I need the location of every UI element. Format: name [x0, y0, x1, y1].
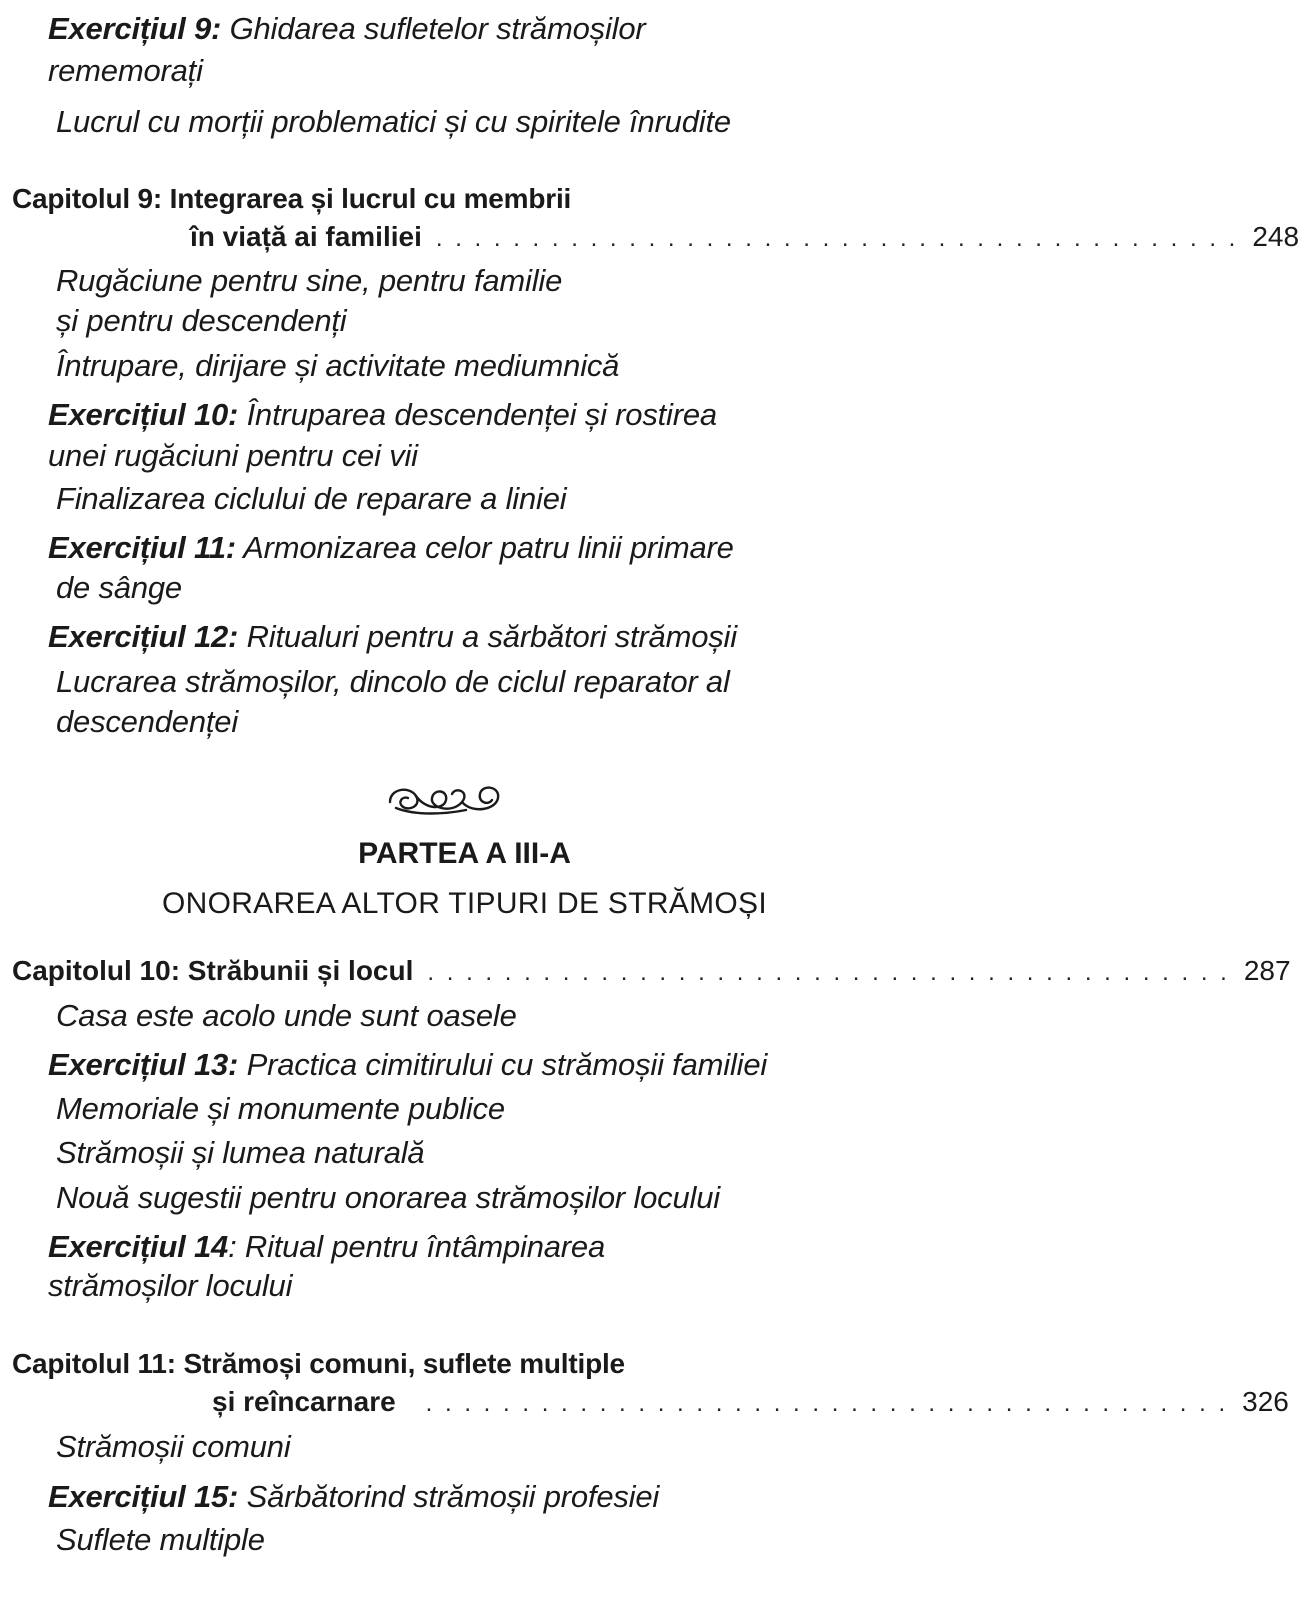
toc-exercise-11	[48, 530, 734, 566]
exercise-label: Exercițiul 13:	[48, 1047, 239, 1082]
toc-chapter-9-title: Capitolul 9: Integrarea și lucrul cu membrii	[12, 183, 572, 214]
toc-exercise-12	[48, 619, 737, 655]
chapter-title: Capitolul 10: Străbunii și locul	[12, 955, 414, 986]
toc-exercise-13	[48, 1047, 767, 1083]
exercise-label: Exercițiul 12:	[48, 619, 239, 654]
exercise-title: : Ritual pentru întâmpinarea	[228, 1229, 606, 1264]
toc-section-memorials: Memoriale și monumente publice	[56, 1091, 505, 1126]
toc-exercise-9	[48, 11, 645, 47]
leader-dots: . . . . . . . . . . . . . . . . . . . . . . . . . . . . . . . . . . . . . . . . . .	[427, 959, 1230, 986]
toc-exercise-14-cont: strămoșilor locului	[48, 1268, 293, 1303]
page-number: 287	[1243, 955, 1291, 986]
exercise-title: Ritualuri pentru a sărbători strămoșii	[246, 619, 737, 654]
exercise-label: Exercițiul 15:	[48, 1479, 239, 1514]
toc-chapter-10-row	[12, 955, 1291, 987]
exercise-title: Armonizarea celor patru linii primare	[243, 530, 734, 565]
leader-dots: . . . . . . . . . . . . . . . . . . . . . . . . . . . . . . . . . . . . . . . . . .	[425, 1390, 1229, 1417]
page-number: 326	[1242, 1386, 1289, 1417]
page-number: 248	[1252, 221, 1299, 252]
exercise-label: Exercițiul 10:	[48, 397, 239, 432]
exercise-label: Exercițiul 9:	[48, 11, 222, 46]
exercise-title: Întruparea descendenței și rostirea	[246, 397, 717, 432]
part-heading: PARTEA A III-A	[358, 837, 571, 870]
flourish-ornament-icon	[386, 780, 504, 820]
toc-section-natural: Strămoșii și lumea naturală	[56, 1135, 425, 1170]
toc-exercise-9-cont: rememorați	[48, 53, 203, 88]
toc-section-embodiment: Întrupare, dirijare și activitate mediumnică	[56, 348, 620, 383]
toc-exercise-10-cont: unei rugăciuni pentru cei vii	[48, 438, 418, 473]
toc-exercise-11-cont: de sânge	[56, 570, 182, 605]
toc-section-home: Casa este acolo unde sunt oasele	[56, 998, 517, 1033]
toc-chapter-9-row	[190, 221, 1299, 253]
chapter-title-cont: și reîncarnare	[212, 1386, 396, 1417]
toc-section-prayer-cont: și pentru descendenți	[56, 303, 347, 338]
exercise-title: Sărbătorind strămoșii profesiei	[246, 1479, 660, 1514]
toc-exercise-14	[48, 1229, 605, 1265]
exercise-title: Practica cimitirului cu strămoșii familiei	[246, 1047, 768, 1082]
toc-exercise-15	[48, 1479, 659, 1515]
toc-section-beyond-cont: descendenței	[56, 704, 239, 739]
toc-section-prayer: Rugăciune pentru sine, pentru familie	[56, 263, 563, 298]
toc-section-common: Strămoșii comuni	[56, 1429, 291, 1464]
toc-chapter-11-title: Capitolul 11: Strămoși comuni, suflete multiple	[12, 1348, 625, 1379]
chapter-title-cont: în viață ai familiei	[190, 221, 422, 252]
toc-section-multiple: Suflete multiple	[56, 1522, 265, 1557]
exercise-label: Exercițiul 11:	[48, 530, 236, 565]
toc-chapter-11-row	[212, 1386, 1289, 1418]
toc-section-finalize: Finalizarea ciclului de reparare a liniei	[56, 481, 567, 516]
exercise-title: Ghidarea sufletelor strămoșilor	[229, 11, 646, 46]
exercise-label: Exercițiul 14	[48, 1229, 229, 1264]
leader-dots: . . . . . . . . . . . . . . . . . . . . . . . . . . . . . . . . . . . . . . . . . .	[435, 225, 1239, 252]
toc-exercise-10	[48, 397, 717, 433]
toc-section-problematic: Lucrul cu morții problematici și cu spiritele înrudite	[56, 104, 731, 139]
part-subtitle: ONORAREA ALTOR TIPURI DE STRĂMOȘI	[161, 887, 768, 920]
toc-section-beyond: Lucrarea strămoșilor, dincolo de ciclul reparator al	[56, 664, 730, 699]
toc-section-nine: Nouă sugestii pentru onorarea strămoșilor locului	[56, 1180, 720, 1215]
